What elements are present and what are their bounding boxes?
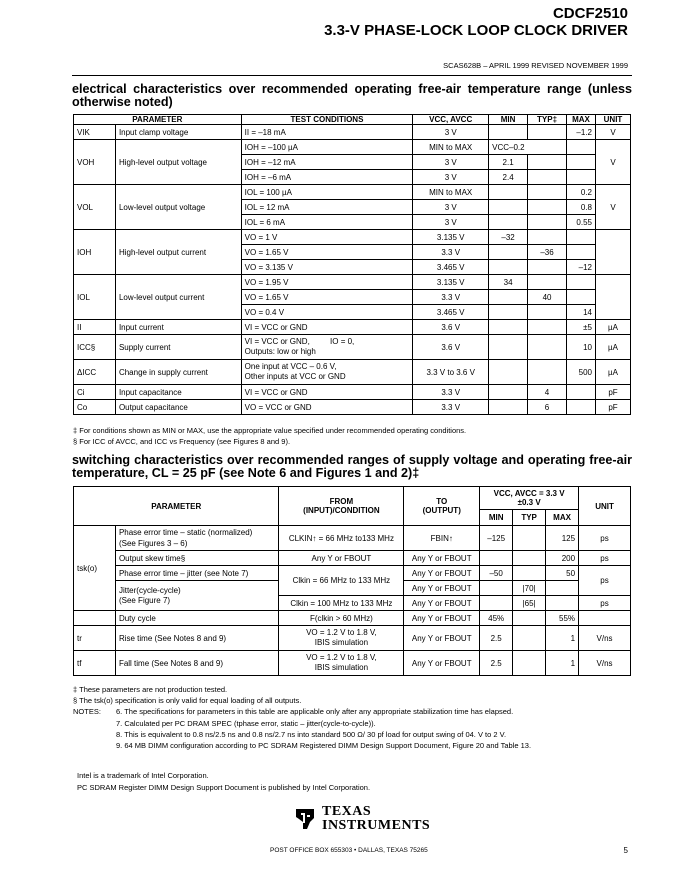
symbol-cell: IOH	[74, 230, 116, 275]
symbol-cell: VOL	[74, 185, 116, 230]
table-row	[74, 526, 631, 551]
from-line: IBIS simulation	[314, 638, 369, 647]
table-row	[74, 626, 631, 651]
cond-cell: II = –18 mA	[241, 125, 413, 140]
min-cell: 2.5	[480, 651, 513, 676]
max-cell: 125	[546, 526, 579, 551]
unit-cell: ps	[579, 596, 631, 611]
table-row	[74, 360, 631, 385]
unit-cell: V/ns	[579, 651, 631, 676]
cond-cell: VI = VCC or GND	[241, 385, 413, 400]
table-header-row	[74, 115, 631, 125]
col-header: VCC, AVCC	[413, 115, 489, 125]
cond-cell: VO = 0.4 V	[241, 305, 413, 320]
unit-cell: V/ns	[579, 626, 631, 651]
vcc-cell: 3.3 V	[413, 385, 489, 400]
vcc-cell: 3 V	[413, 215, 489, 230]
footer-address: POST OFFICE BOX 655303 • DALLAS, TEXAS 75265	[270, 847, 428, 854]
cond-cell: VI = VCC or GND	[241, 320, 413, 335]
param-cell: Fall time (See Notes 8 and 9)	[115, 651, 279, 676]
col-header: VCC, AVCC = 3.3 V	[493, 489, 565, 498]
min-cell: 2.5	[480, 626, 513, 651]
col-header: ±0.3 V	[517, 498, 541, 507]
table-row	[74, 320, 631, 335]
max-cell: –12	[567, 260, 596, 275]
cond-cell: IOL = 12 mA	[241, 200, 413, 215]
typ-cell: |65|	[513, 596, 546, 611]
param-cell: Supply current	[115, 335, 241, 360]
min-cell: –50	[480, 566, 513, 581]
from-cell: Clkin = 100 MHz to 133 MHz	[279, 596, 404, 611]
notes-label: NOTES:	[73, 707, 101, 716]
symbol-cell: tf	[74, 651, 116, 676]
col-header: TYP	[513, 510, 546, 526]
cond-cell: VO = 3.135 V	[241, 260, 413, 275]
electrical-characteristics-table	[73, 114, 631, 415]
unit-cell: ps	[579, 551, 631, 566]
part-number: CDCF2510	[552, 5, 628, 22]
param-cell: Input clamp voltage	[115, 125, 241, 140]
max-cell: 500	[567, 360, 596, 385]
max-cell: 0.8	[567, 200, 596, 215]
unit-cell: ps	[579, 526, 631, 551]
cond-cell: IOH = –100 µA	[241, 140, 413, 155]
min-cell: –125	[480, 526, 513, 551]
symbol-cell: tr	[74, 626, 116, 651]
unit-cell: µA	[595, 360, 630, 385]
param-cell: High-level output current	[115, 230, 241, 275]
max-cell: 0.2	[567, 185, 596, 200]
unit-cell: V	[595, 125, 630, 140]
cond-cell: IOL = 6 mA	[241, 215, 413, 230]
table-row	[74, 551, 631, 566]
table-row	[74, 275, 631, 290]
header-rule	[72, 75, 632, 76]
table-row	[74, 185, 631, 200]
max-cell: 1	[546, 626, 579, 651]
unit-cell: pF	[595, 385, 630, 400]
vcc-cell: 3.3 V	[413, 400, 489, 415]
param-cell: Output capacitance	[115, 400, 241, 415]
cond-cell: VO = 1.95 V	[241, 275, 413, 290]
section-title-switching: switching characteristics over recommended ranges of supply voltage and operating free-air temperature, CL = 25 pF (see Note 6 and Figures 1 and 2)‡	[72, 453, 632, 480]
symbol-cell: ΔICC	[74, 360, 116, 385]
symbol-cell: tsk(o)	[74, 526, 116, 611]
symbol-cell: ICC§	[74, 335, 116, 360]
param-cell: Change in supply current	[115, 360, 241, 385]
param-cell: Low-level output current	[115, 275, 241, 320]
param-line: Jitter(cycle-cycle)	[118, 585, 181, 595]
vcc-cell: 3.465 V	[413, 305, 489, 320]
table-header-row	[74, 487, 631, 510]
table1-footnote: § For ICC of AVCC, and ICC vs Frequency (see Figures 8 and 9).	[73, 437, 291, 446]
cond-cell: IOH = –12 mA	[241, 155, 413, 170]
symbol-cell: IOL	[74, 275, 116, 320]
max-cell: ±5	[567, 320, 596, 335]
min-cell: VCC–0.2	[489, 140, 567, 155]
to-cell: Any Y or FBOUT	[404, 611, 480, 626]
note-9: 9. 64 MB DIMM configuration according to PC SDRAM Registered DIMM Design Support Document, Figure 20 and Table 13.	[116, 741, 532, 750]
min-cell: 2.1	[489, 155, 528, 170]
unit-cell: V	[595, 185, 630, 230]
table-row	[74, 385, 631, 400]
vcc-cell: MIN to MAX	[413, 140, 489, 155]
col-header: FROM	[329, 497, 354, 506]
col-header: TO	[436, 497, 448, 506]
from-cell: Clkin = 66 MHz to 133 MHz	[279, 566, 404, 596]
max-cell: 50	[546, 566, 579, 581]
param-cell: Input capacitance	[115, 385, 241, 400]
footnote: ‡ These parameters are not production tested.	[73, 685, 228, 694]
brand-line-2: INSTRUMENTS	[322, 818, 431, 833]
vcc-cell: 3.135 V	[413, 230, 489, 245]
param-cell: Rise time (See Notes 8 and 9)	[115, 626, 279, 651]
brand-line-1: TEXAS	[322, 804, 372, 819]
cond-line: Other inputs at VCC or GND	[244, 372, 346, 381]
switching-characteristics-table	[73, 486, 631, 676]
param-cell: Output skew time§	[115, 551, 279, 566]
col-header: (INPUT)/CONDITION	[303, 506, 380, 515]
page-number: 5	[623, 846, 628, 855]
note-8: 8. This is equivalent to 0.8 ns/2.5 ns and 0.8 ns/2.7 ns into standard 500 Ω/ 30 pf load for output swing of 04. V to 2 V.	[116, 730, 507, 739]
symbol-cell: VOH	[74, 140, 116, 185]
param-line: (See Figure 7)	[118, 595, 171, 605]
unit-cell: µA	[595, 320, 630, 335]
typ-cell: –36	[528, 245, 567, 260]
symbol-cell: II	[74, 320, 116, 335]
col-header: MIN	[480, 510, 513, 526]
col-header: MAX	[567, 115, 596, 125]
max-cell: 14	[567, 305, 596, 320]
col-header: (OUTPUT)	[422, 506, 461, 515]
vcc-cell: 3.6 V	[413, 320, 489, 335]
table-row	[74, 651, 631, 676]
vcc-cell: MIN to MAX	[413, 185, 489, 200]
vcc-cell: 3.6 V	[413, 335, 489, 360]
to-cell: Any Y or FBOUT	[404, 596, 480, 611]
typ-cell: 6	[528, 400, 567, 415]
col-header: PARAMETER	[74, 487, 279, 526]
param-cell: High-level output voltage	[115, 140, 241, 185]
from-cell: Any Y or FBOUT	[279, 551, 404, 566]
max-cell: 55%	[546, 611, 579, 626]
typ-cell: |70|	[513, 581, 546, 596]
vcc-cell: 3.3 V	[413, 245, 489, 260]
footnote: § The tsk(o) specification is only valid for equal loading of all outputs.	[73, 696, 302, 705]
unit-cell: ps	[579, 566, 631, 596]
table-row	[74, 566, 631, 581]
min-cell: 34	[489, 275, 528, 290]
param-line: (See Figures 3 – 6)	[118, 539, 188, 548]
cond-cell: IOL = 100 µA	[241, 185, 413, 200]
min-cell: 2.4	[489, 170, 528, 185]
table-row	[74, 230, 631, 245]
section-title-electrical: electrical characteristics over recommended operating free-air temperature range (unless otherwise noted)	[72, 82, 632, 109]
to-cell: Any Y or FBOUT	[404, 626, 480, 651]
from-cell: CLKIN↑ = 66 MHz to133 MHz	[279, 526, 404, 551]
trademark-line: Intel is a trademark of Intel Corporation.	[77, 771, 209, 780]
from-line: VO = 1.2 V to 1.8 V,	[306, 628, 377, 637]
trademark-line: PC SDRAM Register DIMM Design Support Document is published by Intel Corporation.	[77, 783, 371, 792]
col-header: TYP‡	[528, 115, 567, 125]
vcc-cell: 3.465 V	[413, 260, 489, 275]
symbol-cell: Ci	[74, 385, 116, 400]
note-7: 7. Calculated per PC DRAM SPEC (tphase error, static – jitter(cycle-to-cycle)).	[116, 719, 376, 728]
min-cell: 45%	[480, 611, 513, 626]
param-cell: Low-level output voltage	[115, 185, 241, 230]
min-cell: –32	[489, 230, 528, 245]
to-cell: Any Y or FBOUT	[404, 566, 480, 581]
symbol-cell: Co	[74, 400, 116, 415]
typ-cell: 4	[528, 385, 567, 400]
ti-logo-icon	[292, 806, 318, 837]
vcc-cell: 3.135 V	[413, 275, 489, 290]
col-header: MAX	[546, 510, 579, 526]
table-row	[74, 400, 631, 415]
from-line: IBIS simulation	[314, 663, 369, 672]
note-6: 6. The specifications for parameters in this table are applicable only after any appropriate stabilization time has elapsed.	[116, 707, 514, 716]
max-cell: –1.2	[567, 125, 596, 140]
to-cell: FBIN↑	[404, 526, 480, 551]
table-row	[74, 125, 631, 140]
vcc-cell: 3.3 V to 3.6 V	[413, 360, 489, 385]
ti-wordmark	[322, 805, 430, 833]
param-line: Phase error time – static (normalized)	[118, 528, 253, 537]
cond-line: One input at VCC – 0.6 V,	[244, 362, 337, 371]
to-cell: Any Y or FBOUT	[404, 651, 480, 676]
max-cell: 1	[546, 651, 579, 676]
col-header: UNIT	[579, 487, 631, 526]
cond-cell: VO = 1.65 V	[241, 245, 413, 260]
vcc-cell: 3 V	[413, 155, 489, 170]
table-row	[74, 140, 631, 155]
doc-revision: SCAS628B – APRIL 1999 REVISED NOVEMBER 1999	[443, 61, 628, 70]
col-header: MIN	[489, 115, 528, 125]
to-cell: Any Y or FBOUT	[404, 581, 480, 596]
unit-cell: pF	[595, 400, 630, 415]
typ-cell: 40	[528, 290, 567, 305]
cond-line: Outputs: low or high	[244, 347, 316, 356]
table1-footnote: ‡ For conditions shown as MIN or MAX, use the appropriate value specified under recommended operating conditions.	[73, 426, 467, 435]
to-cell: Any Y or FBOUT	[404, 551, 480, 566]
cond-cell: VO = 1.65 V	[241, 290, 413, 305]
cond-cell: VO = VCC or GND	[241, 400, 413, 415]
doc-subtitle: 3.3-V PHASE-LOCK LOOP CLOCK DRIVER	[324, 22, 628, 39]
from-cell: F(clkin > 60 MHz)	[279, 611, 404, 626]
from-line: VO = 1.2 V to 1.8 V,	[306, 653, 377, 662]
vcc-cell: 3 V	[413, 200, 489, 215]
param-cell: Phase error time – jitter (see Note 7)	[115, 566, 279, 581]
unit-cell: µA	[595, 335, 630, 360]
cond-cell: IOH = –6 mA	[241, 170, 413, 185]
cond-line: VI = VCC or GND,	[244, 337, 310, 346]
unit-cell: V	[595, 140, 630, 185]
max-cell: 0.55	[567, 215, 596, 230]
table-row	[74, 335, 631, 360]
param-cell: Input current	[115, 320, 241, 335]
col-header: PARAMETER	[74, 115, 242, 125]
max-cell: 10	[567, 335, 596, 360]
cond-cell: VO = 1 V	[241, 230, 413, 245]
symbol-cell: VIK	[74, 125, 116, 140]
col-header: TEST CONDITIONS	[241, 115, 413, 125]
param-cell: Duty cycle	[115, 611, 279, 626]
max-cell: 200	[546, 551, 579, 566]
table-row	[74, 611, 631, 626]
vcc-cell: 3.3 V	[413, 290, 489, 305]
cond-line: IO = 0,	[330, 337, 355, 346]
col-header: UNIT	[595, 115, 630, 125]
vcc-cell: 3 V	[413, 125, 489, 140]
vcc-cell: 3 V	[413, 170, 489, 185]
